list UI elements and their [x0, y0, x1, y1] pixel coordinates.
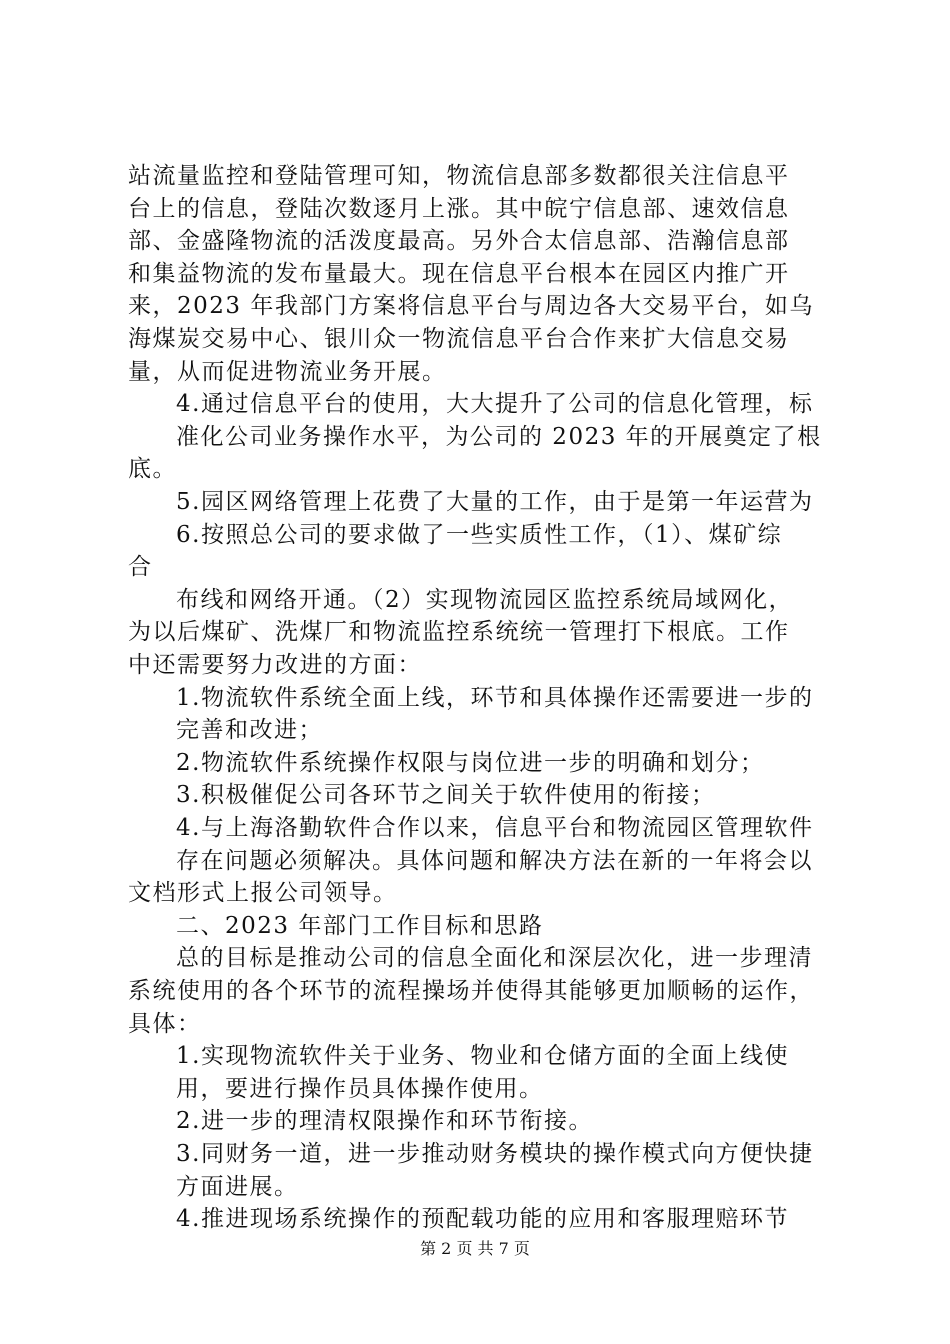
text-line: 具体：	[128, 1011, 202, 1037]
text-line: 5.园区网络管理上花费了大量的工作，由于是第一年运营为	[176, 489, 814, 515]
text-line: 3.同财务一道，进一步推动财务模块的操作模式向方便快捷	[176, 1141, 814, 1167]
text-line: 4.与上海洛勤软件合作以来，信息平台和物流园区管理软件	[176, 815, 814, 841]
text-line: 2.物流软件系统操作权限与岗位进一步的明确和划分；	[176, 750, 765, 776]
text-line: 站流量监控和登陆管理可知，物流信息部多数都很关注信息平	[128, 163, 790, 189]
page-indicator: 第 2 页 共 7 页	[420, 1239, 530, 1258]
text-line: 2.进一步的理清权限操作和环节衔接。	[176, 1108, 593, 1134]
text-line: 4.推进现场系统操作的预配载功能的应用和客服理赔环节	[176, 1206, 789, 1232]
text-line: 文档形式上报公司领导。	[128, 880, 398, 906]
text-line: 系统使用的各个环节的流程操场并使得其能够更加顺畅的运作，	[128, 978, 814, 1004]
text-line: 海煤炭交易中心、银川众一物流信息平台合作来扩大信息交易	[128, 326, 790, 352]
text-line: 和集益物流的发布量最大。现在信息平台根本在园区内推广开	[128, 261, 790, 287]
text-line: 6.按照总公司的要求做了一些实质性工作，（1）、煤矿综	[176, 522, 783, 548]
text-line: 为以后煤矿、洗煤厂和物流监控系统统一管理打下根底。工作	[128, 619, 790, 645]
text-line: 4.通过信息平台的使用，大大提升了公司的信息化管理，标	[176, 391, 814, 417]
text-line: 方面进展。	[176, 1174, 299, 1200]
text-line: 中还需要努力改进的方面：	[128, 652, 422, 678]
text-line: 部、金盛隆物流的活泼度最高。另外合太信息部、浩瀚信息部	[128, 228, 790, 254]
text-line: 量，从而促进物流业务开展。	[128, 359, 447, 385]
section-heading: 二、2023 年部门工作目标和思路	[176, 913, 544, 939]
text-line: 来，2023 年我部门方案将信息平台与周边各大交易平台，如乌	[128, 293, 814, 319]
text-line: 底。	[128, 456, 177, 482]
text-line: 台上的信息，登陆次数逐月上涨。其中皖宁信息部、速效信息	[128, 196, 790, 222]
text-line: 总的目标是推动公司的信息全面化和深层次化，进一步理清	[176, 945, 813, 971]
text-line: 3.积极催促公司各环节之间关于软件使用的衔接；	[176, 782, 716, 808]
text-line: 布线和网络开通。（2）实现物流园区监控系统局域网化，	[176, 587, 794, 613]
text-line: 准化公司业务操作水平，为公司的 2023 年的开展奠定了根	[176, 424, 822, 450]
text-line: 合	[128, 554, 153, 580]
text-line: 存在问题必须解决。具体问题和解决方法在新的一年将会以	[176, 848, 813, 874]
text-line: 完善和改进；	[176, 717, 323, 743]
text-line: 1.实现物流软件关于业务、物业和仓储方面的全面上线使	[176, 1043, 789, 1069]
text-line: 用，要进行操作员具体操作使用。	[176, 1076, 544, 1102]
text-line: 1.物流软件系统全面上线，环节和具体操作还需要进一步的	[176, 685, 814, 711]
